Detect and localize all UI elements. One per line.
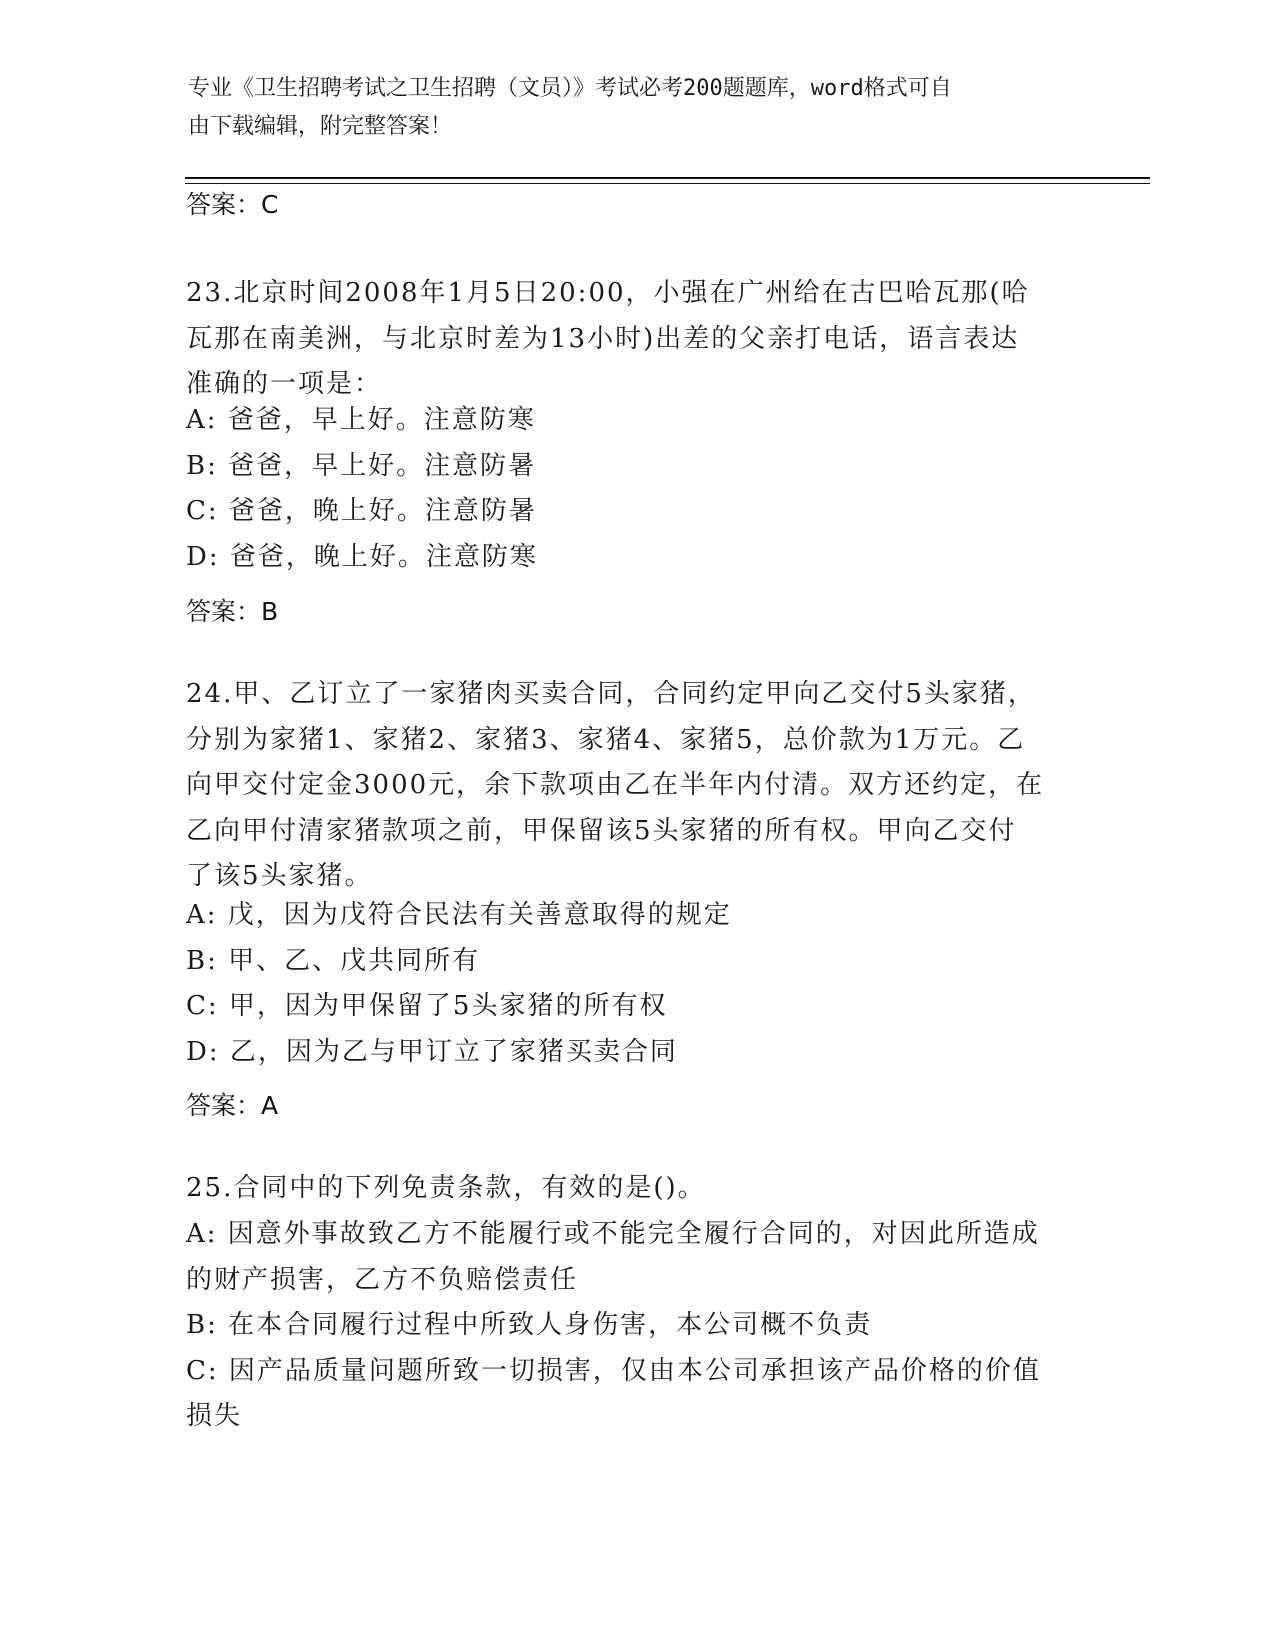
option-b: B: 甲、乙、戊共同所有 (186, 945, 481, 976)
question-24-text (186, 672, 1076, 900)
page-header (188, 70, 1068, 146)
option-b: B: 在本合同履行过程中所致人身伤害，本公司概不负责 (186, 1310, 873, 1340)
option-d: D: 乙，因为乙与甲订立了家猪买卖合同 (186, 1036, 678, 1067)
question-23-options (186, 398, 1076, 580)
question-line: 24.甲、乙订立了一家猪肉买卖合同，合同约定甲向乙交付5头家猪， (186, 679, 1036, 709)
question-24-answer: 答案：A (186, 1091, 279, 1120)
question-line: 分别为家猪1、家猪2、家猪3、家猪4、家猪5，总价款为1万元。乙 (186, 724, 1026, 755)
previous-answer: 答案：C (186, 190, 279, 219)
header-line-2: 由下载编辑，附完整答案！ (188, 114, 453, 139)
question-line: 23.北京时间2008年1月5日20:00，小强在广州给在古巴哈瓦那(哈 (186, 278, 1030, 308)
header-rule-thin (185, 183, 1150, 184)
question-line: 25.合同中的下列免责条款，有效的是()。 (186, 1173, 706, 1203)
question-line: 乙向甲付清家猪款项之前，甲保留该5头家猪的所有权。甲向乙交付 (186, 815, 1017, 846)
option-c: C: 甲，因为甲保留了5头家猪的所有权 (186, 991, 668, 1021)
option-c: C: 因产品质量问题所致一切损害，仅由本公司承担该产品价格的价值 (186, 1355, 1041, 1386)
question-line: 向甲交付定金3000元，余下款项由乙在半年内付清。双方还约定，在 (186, 770, 1045, 800)
question-25-options (186, 1212, 1076, 1440)
option-c: C: 爸爸，晚上好。注意防暑 (186, 496, 537, 526)
option-b: B: 爸爸，早上好。注意防暑 (186, 450, 537, 481)
option-a: A: 因意外事故致乙方不能履行或不能完全履行合同的，对因此所造成 (186, 1219, 1040, 1249)
question-line: 准确的一项是： (186, 369, 383, 399)
question-line: 瓦那在南美洲，与北京时差为13小时)出差的父亲打电话，语言表达 (186, 323, 1020, 354)
option-d: D: 爸爸，晚上好。注意防寒 (186, 541, 538, 572)
option-c-continued: 损失 (186, 1401, 243, 1431)
header-line-1: 专业《卫生招聘考试之卫生招聘（文员）》考试必考200题题库，word格式可自 (188, 76, 952, 101)
header-rule-thick (185, 177, 1150, 179)
option-a-continued: 的财产损害，乙方不负赔偿责任 (186, 1264, 579, 1295)
option-a: A: 爸爸，早上好。注意防寒 (186, 405, 536, 435)
question-23-answer: 答案：B (186, 597, 279, 626)
option-a: A: 戊，因为戊符合民法有关善意取得的规定 (186, 900, 732, 930)
question-25-text (186, 1166, 1076, 1212)
question-23-text (186, 271, 1076, 408)
question-24-options (186, 893, 1076, 1075)
question-line: 了该5头家猪。 (186, 861, 373, 891)
